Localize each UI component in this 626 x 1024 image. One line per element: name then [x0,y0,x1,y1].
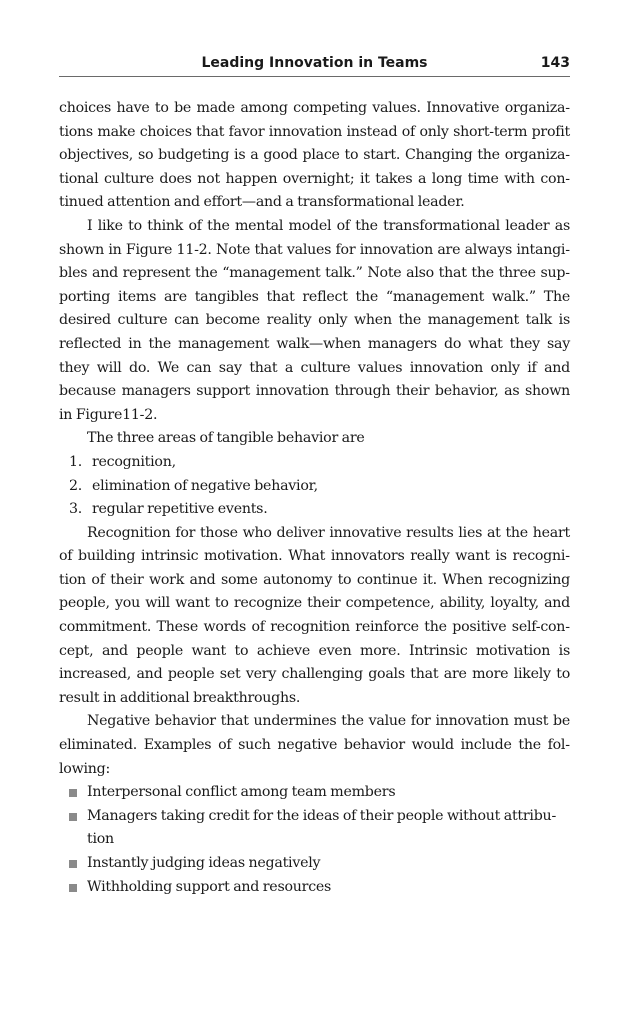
list-item [59,451,570,475]
list-item-text: Withholding support and resources [87,878,332,895]
list-item-text: Interpersonal conflict among team members [87,784,396,801]
square-bullet-icon [69,789,77,797]
list-item-text: elimination of negative behavior, [92,477,318,494]
list-item [59,876,570,900]
list-item-text: recognition, [92,453,176,470]
list-item-text: Instantly judging ideas negatively [87,855,321,871]
list-item [59,852,570,876]
paragraph-negative-behavior: Negative behavior that undermines the value for innovation must be eliminated. Examples of such negative behavior would include the following: [59,713,570,777]
paragraph-three-areas: The three areas of tangible behavior are [87,430,365,447]
list-item [59,475,570,499]
bullet-list [59,781,570,899]
book-page [59,52,570,899]
list-number: 3. [69,501,83,518]
list-item-text: Managers taking credit for the ideas of their people without attribution [87,807,557,848]
list-item [59,805,570,852]
list-number: 1. [69,453,83,470]
list-number: 2. [69,477,83,494]
paragraph-mental-model: I like to think of the mental model of the transformational leader as shown in Figure 11-2. Note that values for innovation are always intangibles and represent the “management talk.” Note also that the three supporting items are tangibles that reflect the “management walk.” The desired culture can become reality only when the management talk is reflected in the management walk—when managers do what they say they will do. We can say that a culture values innovation only if and because managers support innovation through their behavior, as shown in Figure11-2. [59,217,570,423]
running-header [59,52,570,77]
page-number: 143 [540,55,570,71]
square-bullet-icon [69,813,77,821]
square-bullet-icon [69,884,77,892]
numbered-list [59,451,570,522]
paragraph-continued: choices have to be made among competing values. Innovative organizations make choices that favor innovation instead of only short-term profit objectives, so budgeting is a good place to start. Changing the organizational culture does not happen overnight; it takes a long time with continued attention and effort—and a transformational leader. [59,100,570,211]
list-item-text: regular repetitive events. [92,501,268,518]
body-text [59,97,570,899]
list-item [59,498,570,522]
paragraph-recognition: Recognition for those who deliver innovative results lies at the heart of building intrinsic motivation. What innovators really want is recognition of their work and some autonomy to continue it. When recognizing people, you will want to recognize their competence, ability, loyalty, and commitment. These words of recognition reinforce the positive self-concept, and people want to achieve even more. Intrinsic motivation is increased, and people set very challenging goals that are more likely to result in additional breakthroughs. [59,524,570,706]
list-item [59,781,570,805]
chapter-title: Leading Innovation in Teams [201,55,428,71]
square-bullet-icon [69,860,77,868]
